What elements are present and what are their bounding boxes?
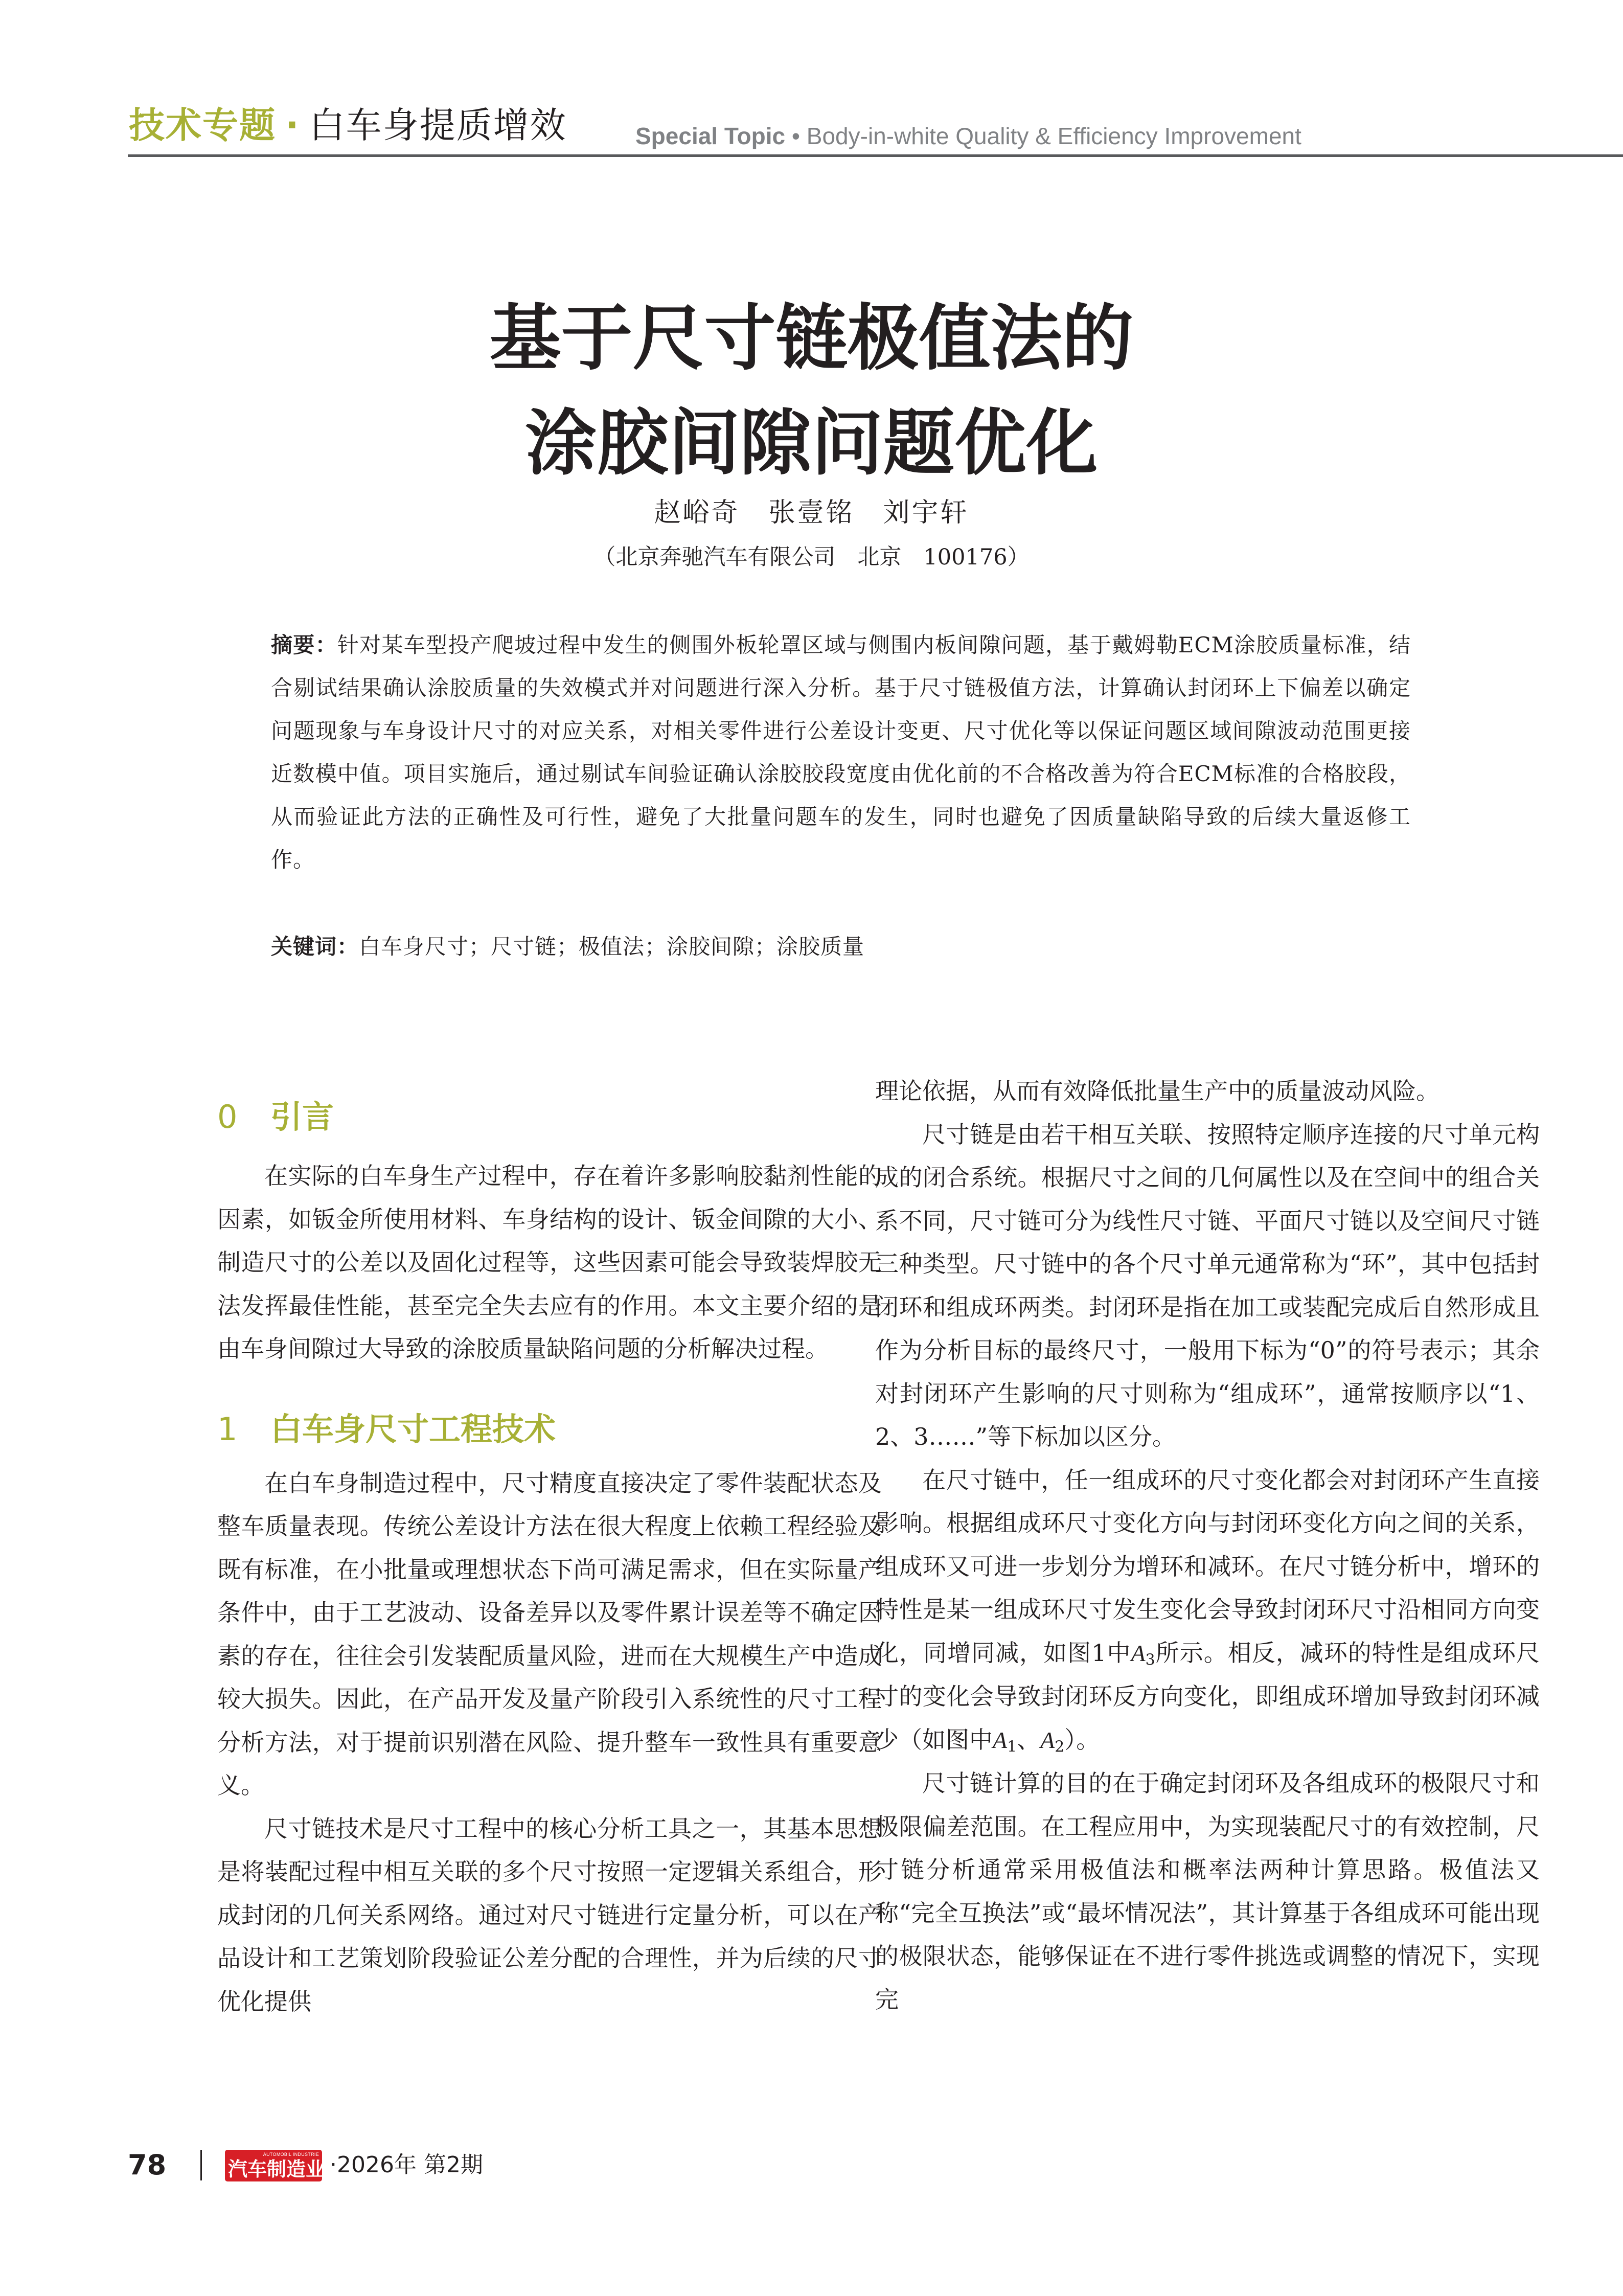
body-column-left	[217, 1094, 882, 2023]
keywords-text: 白车身尺寸；尺寸链；极值法；涂胶间隙；涂胶质量	[359, 934, 865, 959]
section-number: 1	[217, 1410, 238, 1448]
paragraph: 在实际的白车身生产过程中，存在着许多影响胶黏剂性能的因素，如钣金所使用材料、车身结构的设计、钣金间隙的大小、制造尺寸的公差以及固化过程等，这些因素可能会导致装焊胶无法发挥最佳性能，甚至完全失去应有的作用。本文主要介绍的是由车身间隙过大导致的涂胶质量缺陷问题的分析解决过程。	[217, 1162, 882, 1362]
abstract-label: 摘要：	[271, 632, 337, 657]
title-line-1: 基于尺寸链极值法的	[489, 297, 1134, 380]
issue-info: ·2026年 第2期	[330, 2152, 483, 2178]
variable: A	[1131, 1640, 1146, 1666]
section-title: 引言	[270, 1098, 334, 1135]
header-rule	[128, 154, 1623, 157]
running-header-english	[635, 122, 1301, 150]
section-number: 0	[217, 1098, 238, 1135]
section-heading-1	[217, 1406, 882, 1452]
text-run: 在尺寸链中，任一组成环的尺寸变化都会对封闭环产生直接影响。根据组成环尺寸变化方向与封闭环变化方向之间的关系，组成环又可进一步划分为增环和减环。在尺寸链分析中，增环的特性是某一组成环尺寸发生变化会导致封闭环尺寸沿相同方向变化，同增同减，如图1中	[875, 1466, 1540, 1667]
paragraph	[875, 1459, 1540, 1762]
text-run: ）。	[1064, 1725, 1100, 1754]
variable: A	[1040, 1726, 1055, 1753]
variable: A	[993, 1726, 1008, 1753]
paragraph: 在白车身制造过程中，尺寸精度直接决定了零件装配状态及整车质量表现。传统公差设计方法在很大程度上依赖工程经验及既有标准，在小批量或理想状态下尚可满足需求，但在实际量产条件中，由于工艺波动、设备差异以及零件累计误差等不确定因素的存在，往往会引发装配质量风险，进而在大规模生产中造成较大损失。因此，在产品开发及量产阶段引入系统性的尺寸工程分析方法，对于提前识别潜在风险、提升整车一致性具有重要意义。	[217, 1469, 882, 1799]
page-number: 78	[128, 2149, 167, 2181]
title-line-2: 涂胶间隙问题优化	[525, 402, 1098, 485]
authors: 赵峪奇 张壹铭 刘宇轩	[654, 497, 969, 528]
section-title: 白车身尺寸工程技术	[270, 1410, 556, 1448]
abstract	[271, 624, 1411, 881]
paragraph: 尺寸链计算的目的在于确定封闭环及各组成环的极限尺寸和极限偏差范围。在工程应用中，为实现装配尺寸的有效控制，尺寸链分析通常采用极值法和概率法两种计算思路。极值法又称“完全互换法”或“最坏情况法”，其计算基于各组成环可能出现的极限状态，能够保证在不进行零件挑选或调整的情况下，实现完	[875, 1769, 1540, 2013]
en-separator: •	[785, 123, 807, 149]
running-header-topic	[129, 102, 567, 148]
paragraph: 尺寸链技术是尺寸工程中的核心分析工具之一，其基本思想是将装配过程中相互关联的多个尺寸按照一定逻辑关系组合，形成封闭的几何关系网络。通过对尺寸链进行定量分析，可以在产品设计和工艺策划阶段验证公差分配的合理性，并为后续的尺寸优化提供	[217, 1814, 882, 2015]
paragraph: 尺寸链是由若干相互关联、按照特定顺序连接的尺寸单元构成的闭合系统。根据尺寸之间的几何属性以及在空间中的组合关系不同，尺寸链可分为线性尺寸链、平面尺寸链以及空间尺寸链三种类型。尺寸链中的各个尺寸单元通常称为“环”，其中包括封闭环和组成环两类。封闭环是指在加工或装配完成后自然形成且作为分析目标的最终尺寸，一般用下标为“0”的符号表示；其余对封闭环产生影响的尺寸则称为“组成环”，通常按顺序以“1、2、3……”等下标加以区分。	[875, 1120, 1540, 1450]
abstract-text: 针对某车型投产爬坡过程中发生的侧围外板轮罩区域与侧围内板间隙问题，基于戴姆勒ECM涂胶质量标准，结合剔试结果确认涂胶质量的失效模式并对问题进行深入分析。基于尺寸链极值方法，计算确认封闭环上下偏差以确定问题现象与车身设计尺寸的对应关系，对相关零件进行公差设计变更、尺寸优化等以保证问题区域间隙波动范围更接近数模中值。项目实施后，通过剔试车间验证确认涂胶胶段宽度由优化前的不合格改善为符合ECM标准的合格胶段，从而验证此方法的正确性及可行性，避免了大批量问题车的发生，同时也避免了因质量缺陷导致的后续大量返修工作。	[271, 632, 1411, 872]
text-run: 、	[1017, 1725, 1041, 1754]
subscript: 3	[1145, 1650, 1155, 1669]
header-separator: ·	[285, 104, 300, 146]
footer-divider	[200, 2150, 202, 2180]
logo-chinese: 汽车制造业	[228, 2158, 326, 2180]
affiliation: （北京奔驰汽车有限公司 北京 100176）	[593, 544, 1030, 570]
subscript: 2	[1055, 1737, 1065, 1756]
keywords-label: 关键词：	[271, 934, 359, 959]
topic-label: 技术专题	[129, 104, 276, 146]
article-title	[0, 286, 1623, 496]
keywords	[271, 925, 1411, 968]
section-heading-0	[217, 1094, 882, 1140]
text-run: 所示。相反，减环的特性是组成环尺寸的变化会导致封闭环反方向变化，即组成环增加导致封闭环减少（如图中	[875, 1639, 1540, 1754]
paragraph-continued: 理论依据，从而有效降低批量生产中的质量波动风险。	[875, 1077, 1439, 1105]
subscript: 1	[1007, 1737, 1017, 1756]
body-column-right	[875, 1070, 1540, 2021]
en-topic-label: Special Topic	[635, 123, 786, 149]
en-subtopic-label: Body-in-white Quality & Efficiency Improvement	[806, 123, 1301, 149]
logo-english: AUTOMOBIL INDUSTRIE	[263, 2152, 319, 2157]
journal-logo	[225, 2150, 326, 2181]
subtopic-label: 白车身提质增效	[309, 104, 567, 146]
